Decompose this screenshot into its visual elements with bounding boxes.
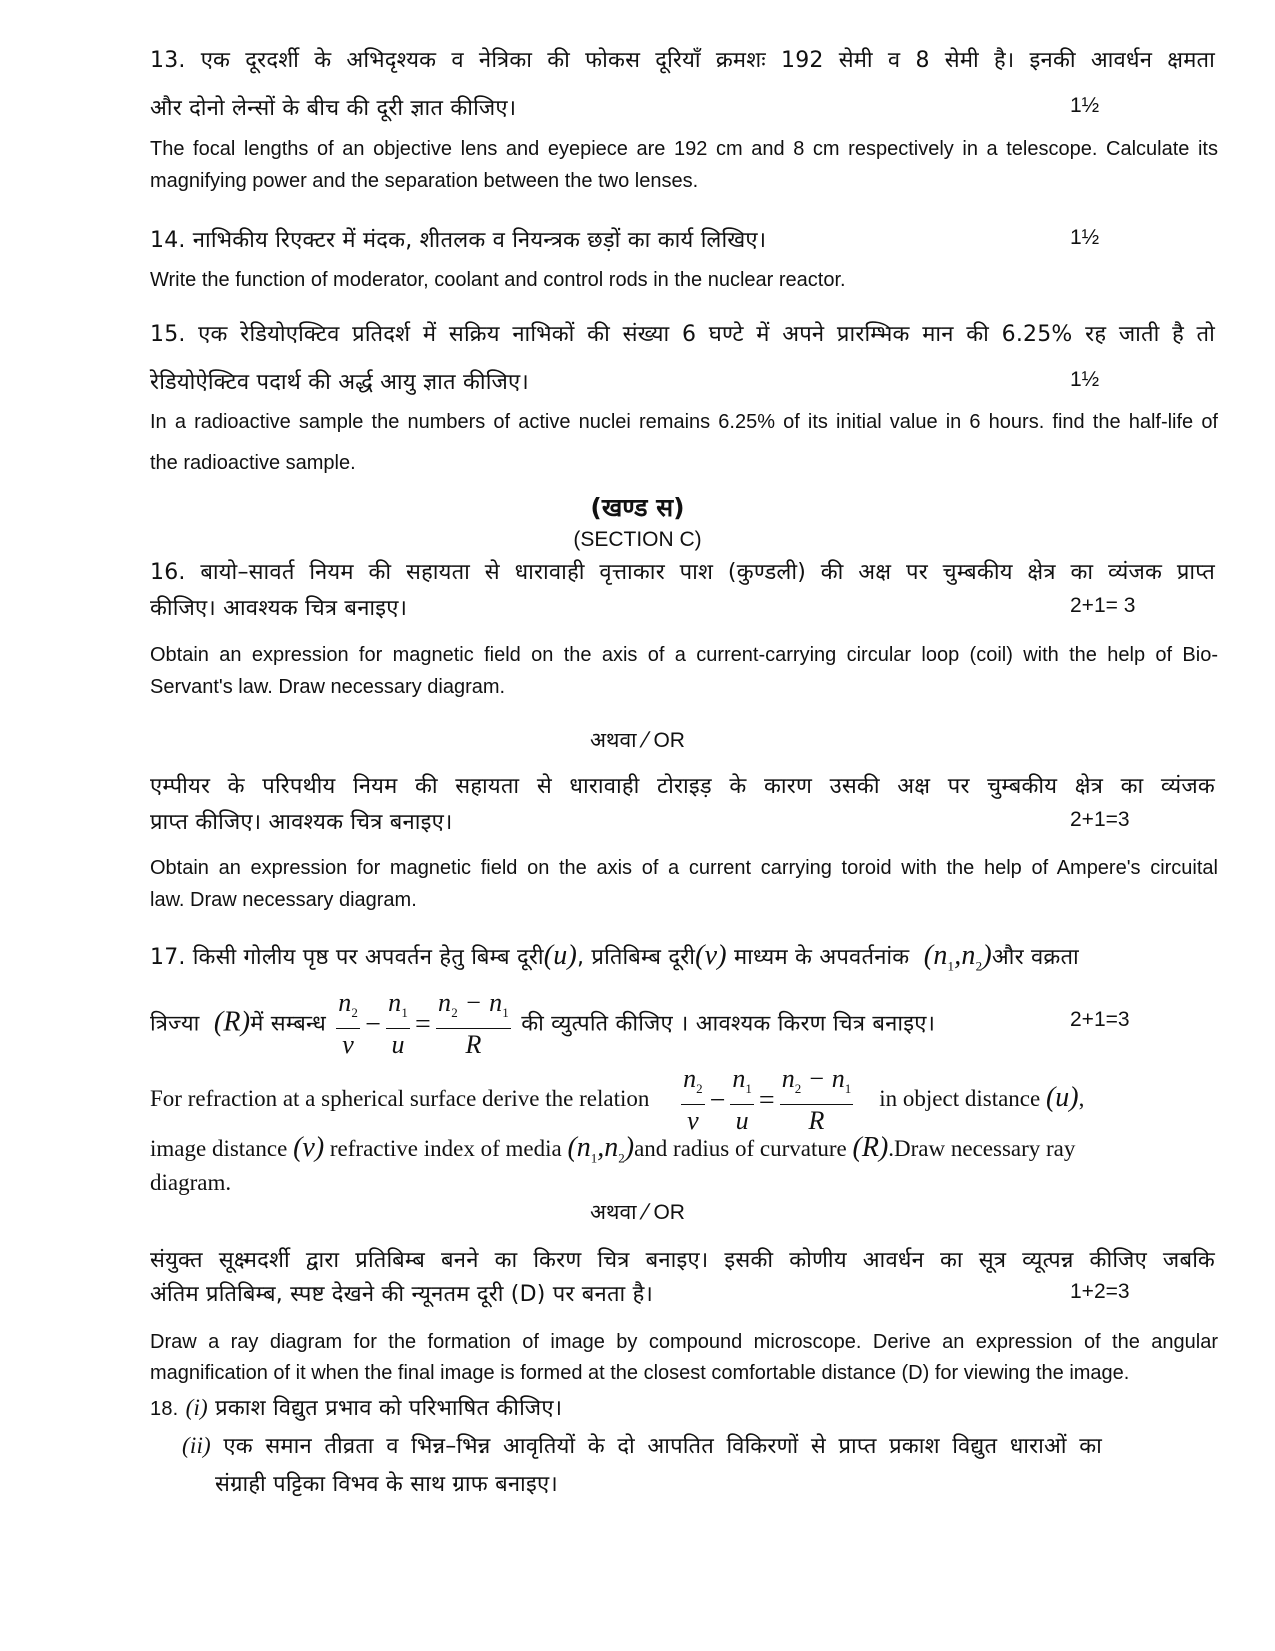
math-en-v: (v) (293, 1132, 325, 1163)
q18-number: 18. (150, 1398, 179, 1420)
math-u-object-distance: (u) (543, 940, 578, 971)
q13-english-line-1: The focal lengths of an objective lens and eyepiece are 192 cm and 8 cm respectively in a telescope. Calculate its (150, 138, 1218, 160)
q18-ii-text-1: एक समान तीव्रता व भिन्न–भिन्न आवृतियों के दो आपतित विकिरणों से प्राप्त प्रकाश विद्युत धाराओं का (223, 1434, 1102, 1459)
q16-english-line-2: Servant's law. Draw necessary diagram. (150, 676, 506, 698)
q14-marks: 1½ (1070, 226, 1100, 249)
formula-fraction-n2-minus-n1-r: $\frac{n_2 - n_1}{R}$ (438, 988, 509, 1060)
or-english: OR (653, 729, 685, 752)
q17-english-line-3: diagram. (150, 1170, 232, 1195)
q13-hindi-line-1: 13. एक दूरदर्शी के अभिदृश्यक व नेत्रिका की फोकस दूरियाँ क्रमशः 192 सेमी व 8 सेमी है। इनकी आवर्धन क्षमता (150, 48, 1215, 73)
or-hindi: अथवा ⁄ (590, 728, 647, 752)
section-c-hindi-heading: (खण्ड स) (590, 493, 685, 522)
q17-alt-marks: 1+2=3 (1070, 1280, 1130, 1303)
q16-alt-hindi-line-1: एम्पीयर के परिपथीय नियम की सहायता से धारावाही टोराइड़ के कारण उसकी अक्ष पर चुम्बकीय क्षेत्र का व्यंजक (150, 774, 1215, 799)
q16-marks: 2+1= 3 (1070, 594, 1136, 617)
q14-hindi-line-1: 14. नाभिकीय रिएक्टर में मंदक, शीतलक व नियन्त्रक छड़ों का कार्य लिखिए। (150, 228, 767, 253)
q16-english-line-1: Obtain an expression for magnetic field on the axis of a current-carrying circular loop (coil) with the help of Bio- (150, 644, 1218, 666)
q17-alt-english-line-2: magnification of it when the final image is formed at the closest comfortable distance (D) for viewing the image. (150, 1362, 1130, 1384)
q18-part-ii-line-2: संग्राही पट्टिका विभव के साथ ग्राफ बनाइए। (215, 1472, 558, 1497)
q15-english-line-1: In a radioactive sample the numbers of active nuclei remains 6.25% of its initial value in 6 hours. find the half-life of (150, 411, 1218, 433)
q15-hindi-line-1: 15. एक रेडियोएक्टिव प्रतिदर्श में सक्रिय नाभिकों की संख्या 6 घण्टे में अपने प्रारम्भिक मान की 6.25% रह जाती है तो (150, 322, 1215, 347)
formula-en-fraction-n2-minus-n1-r: $\frac{n_2 - n_1}{R}$ (781, 1064, 852, 1136)
q17-english-line-1: For refraction at a spherical surface derive the relation $\frac{n_2}{v}$ − $\frac{n_1}{u}$ = $\frac{n_2 - n_1}{R}$ in object distance (u), (150, 1064, 1085, 1136)
q13-hindi-line-2: और दोनो लेन्सों के बीच की दूरी ज्ञात कीजिए। (150, 96, 517, 121)
q16-alt-english-line-1: Obtain an expression for magnetic field on the axis of a current carrying toroid with the help of Ampere's circuital (150, 857, 1218, 879)
q16-alt-hindi-line-2: प्राप्त कीजिए। आवश्यक चित्र बनाइए। (150, 810, 453, 835)
q16-alt-marks: 2+1=3 (1070, 808, 1130, 831)
formula-fraction-n2-v: $\frac{n_2}{v}$ (338, 988, 359, 1060)
q18-i-label: (i) (185, 1395, 208, 1420)
q16-hindi-line-2: कीजिए। आवश्यक चित्र बनाइए। (150, 596, 408, 621)
formula-fraction-n1-u: $\frac{n_1}{u}$ (388, 988, 409, 1060)
section-c-english-heading: (SECTION C) (573, 528, 702, 551)
q16-hindi-line-1: 16. बायो–सावर्त नियम की सहायता से धारावाही वृत्ताकार पाश (कुण्डली) की अक्ष पर चुम्बकीय क्षेत्र का व्यंजक प्राप्त (150, 560, 1215, 585)
formula-en-fraction-n1-u: $\frac{n_1}{u}$ (732, 1064, 752, 1136)
q15-marks: 1½ (1070, 368, 1100, 391)
q17-alt-english-line-1: Draw a ray diagram for the formation of image by compound microscope. Derive an expression of the angular (150, 1331, 1218, 1353)
q17-hindi-line-2: त्रिज्या (R)में सम्बन्ध $\frac{n_2}{v}$ − $\frac{n_1}{u}$ = $\frac{n_2 - n_1}{R}$ की व्युत्पति कीजिए । आवश्यक किरण चित्र बनाइए। (150, 988, 936, 1060)
q18-i-text: प्रकाश विद्युत प्रभाव को परिभाषित कीजिए। (215, 1396, 563, 1421)
q17-english-line-2: image distance (v) refractive index of media $(n_1,n_2)and$ radius of curvature (R).Draw necessary ray (150, 1132, 1076, 1166)
math-en-r: (R) (852, 1132, 889, 1163)
or-hindi: अथवा ⁄ (590, 1200, 647, 1224)
q17-alt-hindi-line-1: संयुक्त सूक्ष्मदर्शी द्वारा प्रतिबिम्ब बनने का किरण चित्र बनाइए। इसकी कोणीय आवर्धन का सूत्र व्यूत्पन्न कीजिए जबकि (150, 1248, 1215, 1273)
q18-part-i (150, 1392, 562, 1422)
q18-part-ii-line-1 (182, 1430, 1102, 1460)
q13-english-line-2: magnifying power and the separation between the two lenses. (150, 170, 699, 192)
q15-hindi-line-2: रेडियोऐक्टिव पदार्थ की अर्द्ध आयु ज्ञात कीजिए। (150, 370, 529, 395)
or-english: OR (653, 1201, 685, 1224)
q16-alt-english-line-2: law. Draw necessary diagram. (150, 889, 417, 911)
q17-marks: 2+1=3 (1070, 1008, 1130, 1031)
math-en-u: (u) (1045, 1081, 1079, 1113)
math-r-radius: (R) (213, 1006, 251, 1038)
math-en-n1-n2: $(n_1,n_2)$ (567, 1132, 635, 1166)
q16-or-divider (0, 726, 1275, 754)
q14-english-line-1: Write the function of moderator, coolant and control rods in the nuclear reactor. (150, 269, 846, 291)
math-n1-n2: $(n_1,n_2)$ (923, 940, 992, 974)
math-v-image-distance: (v) (695, 940, 727, 971)
q17-alt-hindi-line-2: अंतिम प्रतिबिम्ब, स्पष्ट देखने की न्यूनतम दूरी (D) पर बनता है। (150, 1282, 654, 1307)
q17-hindi-line-1: 17. किसी गोलीय पृष्ठ पर अपवर्तन हेतु बिम्ब दूरी(u), प्रतिबिम्ब दूरी(v) माध्यम के अपवर्तनांक $(n_1,n_2)और$ वक्रता (150, 940, 1079, 974)
q17-or-divider (0, 1198, 1275, 1226)
q15-english-line-2: the radioactive sample. (150, 452, 356, 474)
formula-en-fraction-n2-v: $\frac{n_2}{v}$ (683, 1064, 703, 1136)
q18-ii-label: (ii) (182, 1433, 211, 1458)
q13-marks: 1½ (1070, 94, 1100, 117)
